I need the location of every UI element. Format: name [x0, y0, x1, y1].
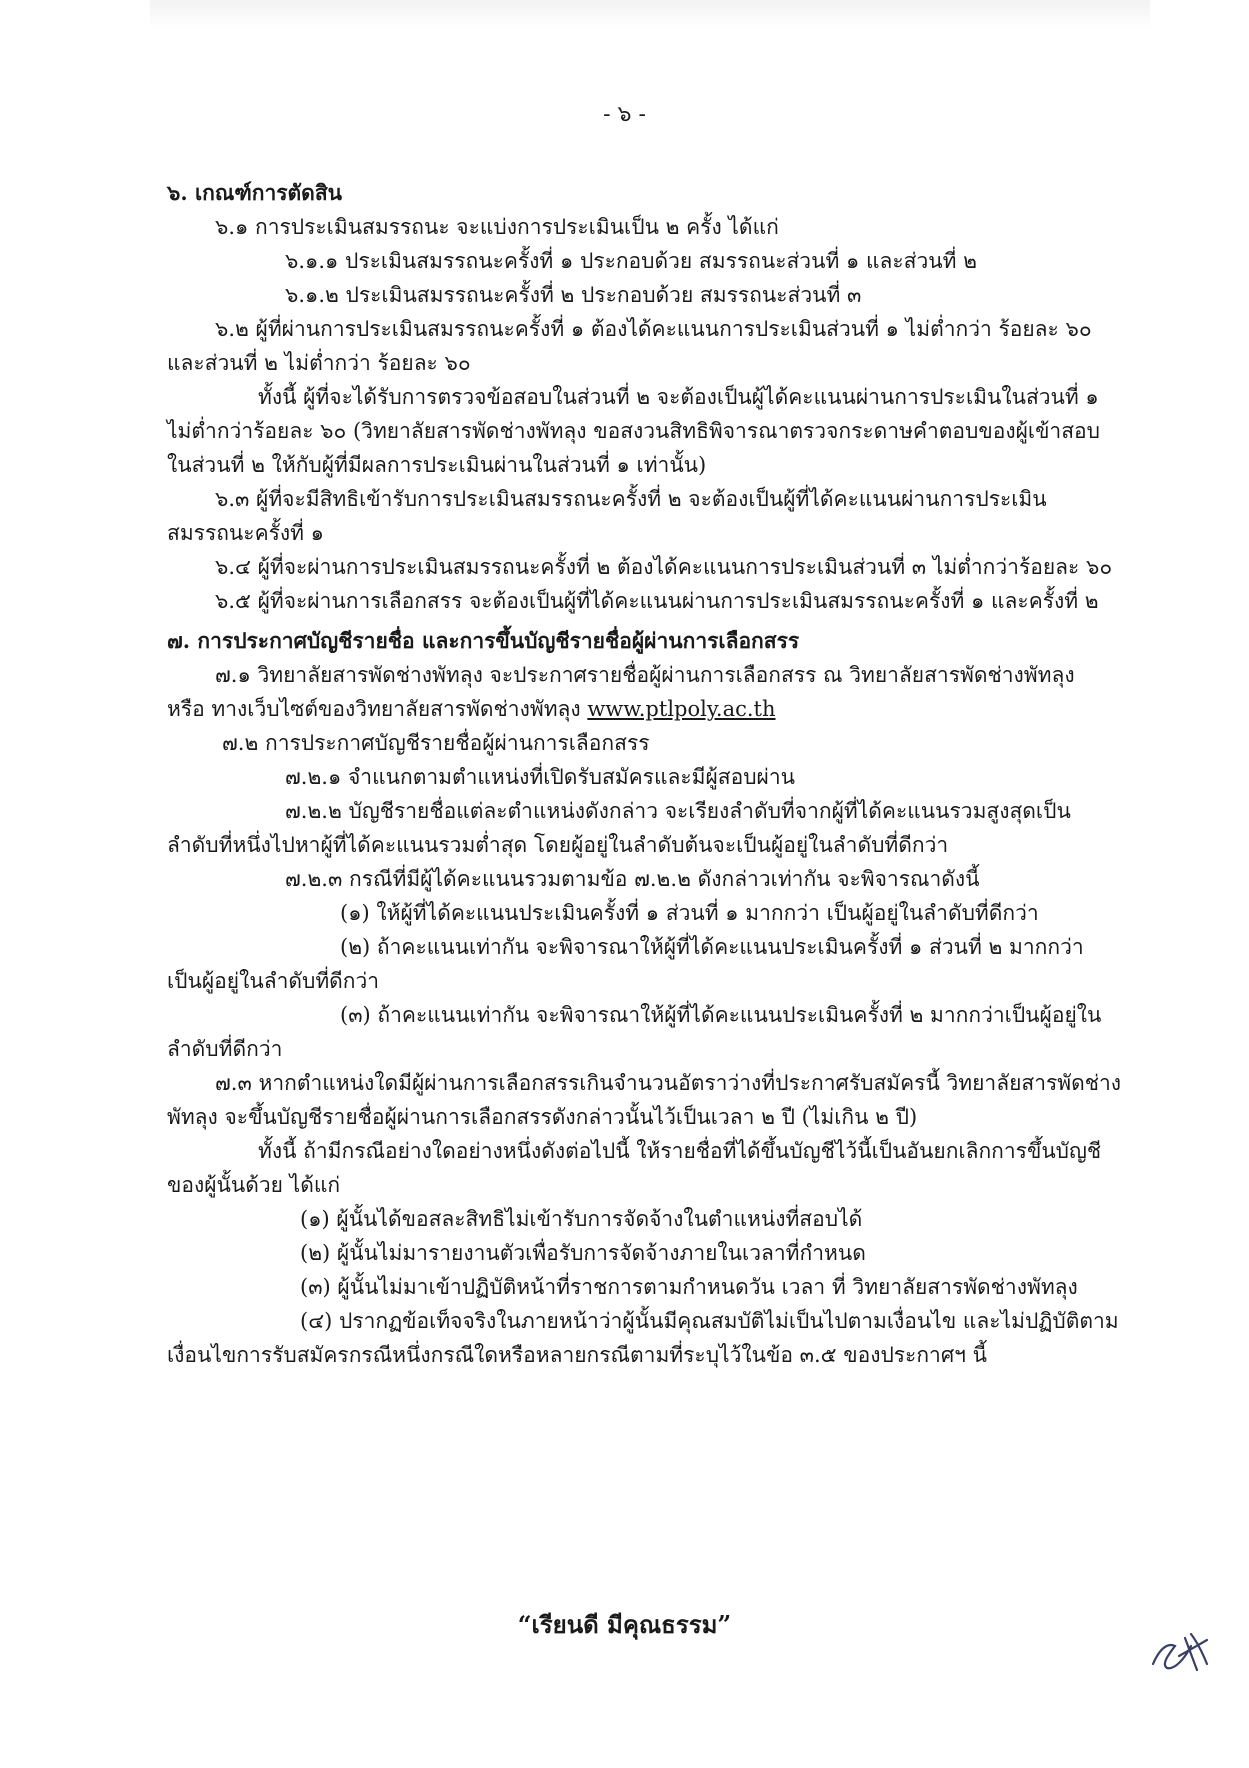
text-line: (๑) ผู้นั้นได้ขอสละสิทธิไม่เข้ารับการจัดจ้างในตำแหน่งที่สอบได้	[300, 1207, 863, 1231]
text-line: ๖.๕ ผู้ที่จะผ่านการเลือกสรร จะต้องเป็นผู้ที่ได้คะแนนผ่านการประเมินสมรรถนะครั้งที่ ๑ และครั้งที่ ๒	[215, 589, 1099, 613]
text-line: ๖.๓ ผู้ที่จะมีสิทธิเข้ารับการประเมินสมรรถนะครั้งที่ ๒ จะต้องเป็นผู้ที่ได้คะแนนผ่านการประเมิน	[215, 487, 1047, 511]
text-line: ๗.๓ หากตำแหน่งใดมีผู้ผ่านการเลือกสรรเกินจำนวนอัตราว่างที่ประกาศรับสมัครนี้ วิทยาลัยสารพัดช่าง	[215, 1071, 1122, 1095]
text-line: ลำดับที่ดีกว่า	[167, 1037, 283, 1061]
signature-mark	[1145, 1620, 1215, 1680]
text-line: เงื่อนไขการรับสมัครกรณีหนึ่งกรณีใดหรือหลายกรณีตามที่ระบุไว้ในข้อ ๓.๕ ของประกาศฯ นี้	[167, 1343, 987, 1367]
page-number: - ๖ -	[603, 102, 646, 127]
website-link[interactable]: www.ptlpoly.ac.th	[587, 697, 776, 721]
text-line: ๖.๔ ผู้ที่จะผ่านการประเมินสมรรถนะครั้งที่ ๒ ต้องได้คะแนนการประเมินส่วนที่ ๓ ไม่ต่ำกว่าร้อยละ ๖๐	[215, 555, 1113, 579]
scan-artifact	[150, 0, 1150, 30]
text-line: ทั้งนี้ ผู้ที่จะได้รับการตรวจข้อสอบในส่วนที่ ๒ จะต้องเป็นผู้ได้คะแนนผ่านการประเมินในส่วนที่ ๑	[258, 385, 1099, 409]
text-line: ลำดับที่หนึ่งไปหาผู้ที่ได้คะแนนรวมต่ำสุด โดยผู้อยู่ในลำดับต้นจะเป็นผู้อยู่ในลำดับที่ดีกว่า	[167, 833, 949, 857]
text-line: ๖.๑ การประเมินสมรรถนะ จะแบ่งการประเมินเป็น ๒ ครั้ง ได้แก่	[215, 215, 779, 239]
text-line: เป็นผู้อยู่ในลำดับที่ดีกว่า	[167, 969, 380, 993]
text-line: ๖.๑.๑ ประเมินสมรรถนะครั้งที่ ๑ ประกอบด้วย สมรรถนะส่วนที่ ๑ และส่วนที่ ๒	[285, 249, 977, 273]
section-6-heading: ๖. เกณฑ์การตัดสิน	[167, 180, 342, 205]
text-line: (๓) ผู้นั้นไม่มาเข้าปฏิบัติหน้าที่ราชการตามกำหนดวัน เวลา ที่ วิทยาลัยสารพัดช่างพัทลุง	[300, 1275, 1078, 1299]
text-line: ๗.๒.๒ บัญชีรายชื่อแต่ละตำแหน่งดังกล่าว จะเรียงลำดับที่จากผู้ที่ได้คะแนนรวมสูงสุดเป็น	[285, 799, 1071, 823]
text-line: (๑) ให้ผู้ที่ได้คะแนนประเมินครั้งที่ ๑ ส่วนที่ ๑ มากกว่า เป็นผู้อยู่ในลำดับที่ดีกว่า	[340, 901, 1039, 925]
text-line: ๖.๑.๒ ประเมินสมรรถนะครั้งที่ ๒ ประกอบด้วย สมรรถนะส่วนที่ ๓	[285, 283, 862, 307]
text-line: ๗.๒.๑ จำแนกตามตำแหน่งที่เปิดรับสมัครและมีผู้สอบผ่าน	[285, 765, 796, 789]
text-line: และส่วนที่ ๒ ไม่ต่ำกว่า ร้อยละ ๖๐	[167, 351, 471, 375]
section-7-heading: ๗. การประกาศบัญชีรายชื่อ และการขึ้นบัญชีรายชื่อผู้ผ่านการเลือกสรร	[167, 628, 800, 653]
text-line: (๓) ถ้าคะแนนเท่ากัน จะพิจารณาให้ผู้ที่ได้คะแนนประเมินครั้งที่ ๒ มากกว่าเป็นผู้อยู่ใน	[340, 1003, 1102, 1027]
text-line: (๔) ปรากฏข้อเท็จจริงในภายหน้าว่าผู้นั้นมีคุณสมบัติไม่เป็นไปตามเงื่อนไข และไม่ปฏิบัติตาม	[300, 1309, 1119, 1333]
text-line: ๗.๒.๓ กรณีที่มีผู้ได้คะแนนรวมตามข้อ ๗.๒.๒ ดังกล่าวเท่ากัน จะพิจารณาดังนี้	[285, 867, 980, 891]
text-line: ของผู้นั้นด้วย ได้แก่	[167, 1173, 341, 1197]
text-line: ไม่ต่ำกว่าร้อยละ ๖๐ (วิทยาลัยสารพัดช่างพัทลุง ขอสงวนสิทธิพิจารณาตรวจกระดาษคำตอบของผู้เข้าสอบ	[167, 419, 1100, 443]
text-line: (๒) ถ้าคะแนนเท่ากัน จะพิจารณาให้ผู้ที่ได้คะแนนประเมินครั้งที่ ๑ ส่วนที่ ๒ มากกว่า	[340, 935, 1084, 959]
text-line: สมรรถนะครั้งที่ ๑	[167, 521, 324, 545]
text-line: ในส่วนที่ ๒ ให้กับผู้ที่มีผลการประเมินผ่านในส่วนที่ ๑ เท่านั้น)	[167, 453, 707, 477]
text-line: ทั้งนี้ ถ้ามีกรณีอย่างใดอย่างหนึ่งดังต่อไปนี้ ให้รายชื่อที่ได้ขึ้นบัญชีไว้นี้เป็นอันยกเลิกการขึ้นบัญชี	[258, 1139, 1102, 1163]
text-line: ๖.๒ ผู้ที่ผ่านการประเมินสมรรถนะครั้งที่ ๑ ต้องได้คะแนนการประเมินส่วนที่ ๑ ไม่ต่ำกว่า ร้อยละ ๖๐	[215, 317, 1092, 341]
text-line-segment: หรือ ทางเว็บไซต์ของวิทยาลัยสารพัดช่างพัทลุง	[167, 697, 588, 721]
text-line: ๗.๒ การประกาศบัญชีรายชื่อผู้ผ่านการเลือกสรร	[222, 731, 650, 755]
text-line: พัทลุง จะขึ้นบัญชีรายชื่อผู้ผ่านการเลือกสรรดังกล่าวนั้นไว้เป็นเวลา ๒ ปี (ไม่เกิน ๒ ปี)	[167, 1105, 918, 1129]
text-line	[167, 694, 776, 724]
text-line: (๒) ผู้นั้นไม่มารายงานตัวเพื่อรับการจัดจ้างภายในเวลาที่กำหนด	[300, 1241, 866, 1265]
motto: “เรียนดี มีคุณธรรม”	[517, 1610, 732, 1639]
text-line: ๗.๑ วิทยาลัยสารพัดช่างพัทลุง จะประกาศรายชื่อผู้ผ่านการเลือกสรร ณ วิทยาลัยสารพัดช่างพัทลุง	[215, 663, 1075, 687]
